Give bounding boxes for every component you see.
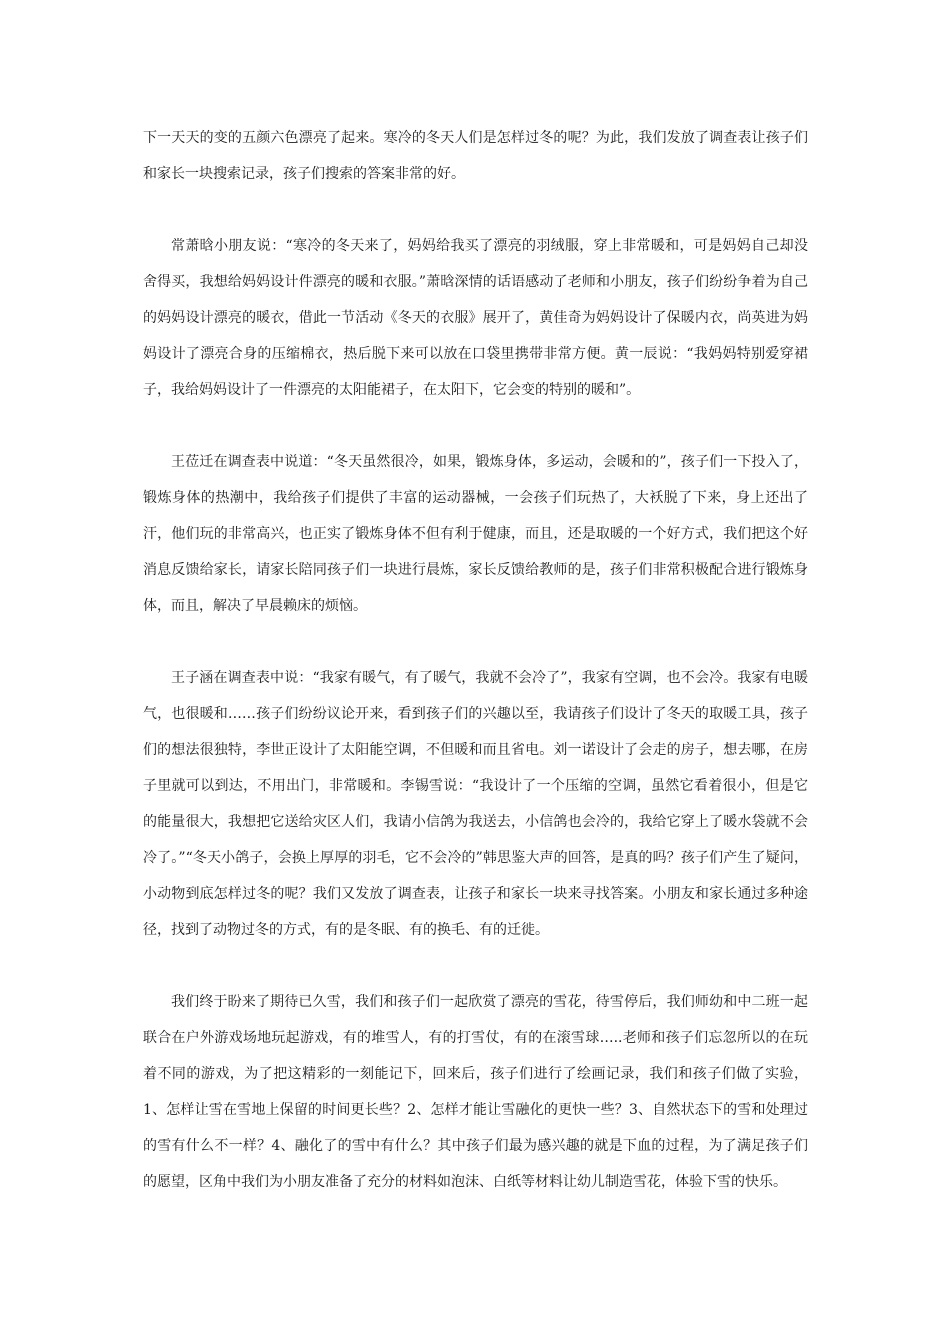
paragraph-spacer	[143, 192, 808, 228]
paragraph-spacer	[143, 624, 808, 660]
paragraph-4: 王子涵在调查表中说：“我家有暖气，有了暖气，我就不会冷了”，我家有空调，也不会冷。我家有电暖气，也很暖和……孩子们纷纷议论开来，看到孩子们的兴趣以至，我请孩子们设计了冬天的取暖工具，孩子们的想法很独特，李世正设计了太阳能空调，不但暖和而且省电。刘一诺设计了会走的房子，想去哪，在房子里就可以到达，不用出门，非常暖和。李锡雪说：“我设计了一个压缩的空调，虽然它看着很小，但是它的能量很大，我想把它送给灾区人们，我请小信鸽为我送去，小信鸽也会冷的，我给它穿上了暖水袋就不会冷了。”“冬天小鸽子，会换上厚厚的羽毛，它不会冷的”韩思鉴大声的回答，是真的吗？孩子们产生了疑问，小动物到底怎样过冬的呢？我们又发放了调查表，让孩子和家长一块来寻找答案。小朋友和家长通过多种途径，找到了动物过冬的方式，有的是冬眠、有的换毛、有的迁徙。	[143, 670, 808, 938]
paragraph-2: 常萧晗小朋友说：“寒冷的冬天来了，妈妈给我买了漂亮的羽绒服，穿上非常暖和，可是妈妈自己却没舍得买，我想给妈妈设计件漂亮的暖和衣服。”萧晗深情的话语感动了老师和小朋友，孩子们纷纷争着为自己的妈妈设计漂亮的暖衣，借此一节活动《冬天的衣服》展开了，黄佳奇为妈妈设计了保暖内衣，尚英进为妈妈设计了漂亮合身的压缩棉衣，热后脱下来可以放在口袋里携带非常方便。黄一辰说：“我妈妈特别爱穿裙子，我给妈妈设计了一件漂亮的太阳能裙子，在太阳下，它会变的特别的暖和”。	[143, 238, 808, 398]
document-body	[143, 120, 808, 1200]
paragraph-5: 我们终于盼来了期待已久雪，我们和孩子们一起欣赏了漂亮的雪花，待雪停后，我们师幼和中二班一起联合在户外游戏场地玩起游戏，有的堆雪人，有的打雪仗，有的在滚雪球…..老师和孩子们忘忽所以的在玩着不同的游戏，为了把这精彩的一刻能记下，回来后，孩子们进行了绘画记录，我们和孩子们做了实验，1、怎样让雪在雪地上保留的时间更长些？2、怎样才能让雪融化的更快一些？3、自然状态下的雪和处理过的雪有什么不一样？4、融化了的雪中有什么？其中孩子们最为感兴趣的就是下血的过程，为了满足孩子们的愿望，区角中我们为小朋友准备了充分的材料如泡沫、白纸等材料让幼儿制造雪花，体验下雪的快乐。	[143, 994, 808, 1190]
paragraph-spacer	[143, 408, 808, 444]
paragraph-3: 王莅迁在调查表中说道：“冬天虽然很冷，如果，锻炼身体，多运动，会暖和的”，孩子们一下投入了，锻炼身体的热潮中，我给孩子们提供了丰富的运动器械，一会孩子们玩热了，大袄脱了下来，身上还出了汗，他们玩的非常高兴，也正实了锻炼身体不但有利于健康，而且，还是取暖的一个好方式，我们把这个好消息反馈给家长，请家长陪同孩子们一块进行晨炼，家长反馈给教师的是，孩子们非常积极配合进行锻炼身体，而且，解决了早晨赖床的烦恼。	[143, 454, 808, 614]
paragraph-spacer	[143, 948, 808, 984]
paragraph-1: 下一天天的变的五颜六色漂亮了起来。寒冷的冬天人们是怎样过冬的呢？为此，我们发放了调查表让孩子们和家长一块搜索记录，孩子们搜索的答案非常的好。	[143, 130, 808, 182]
